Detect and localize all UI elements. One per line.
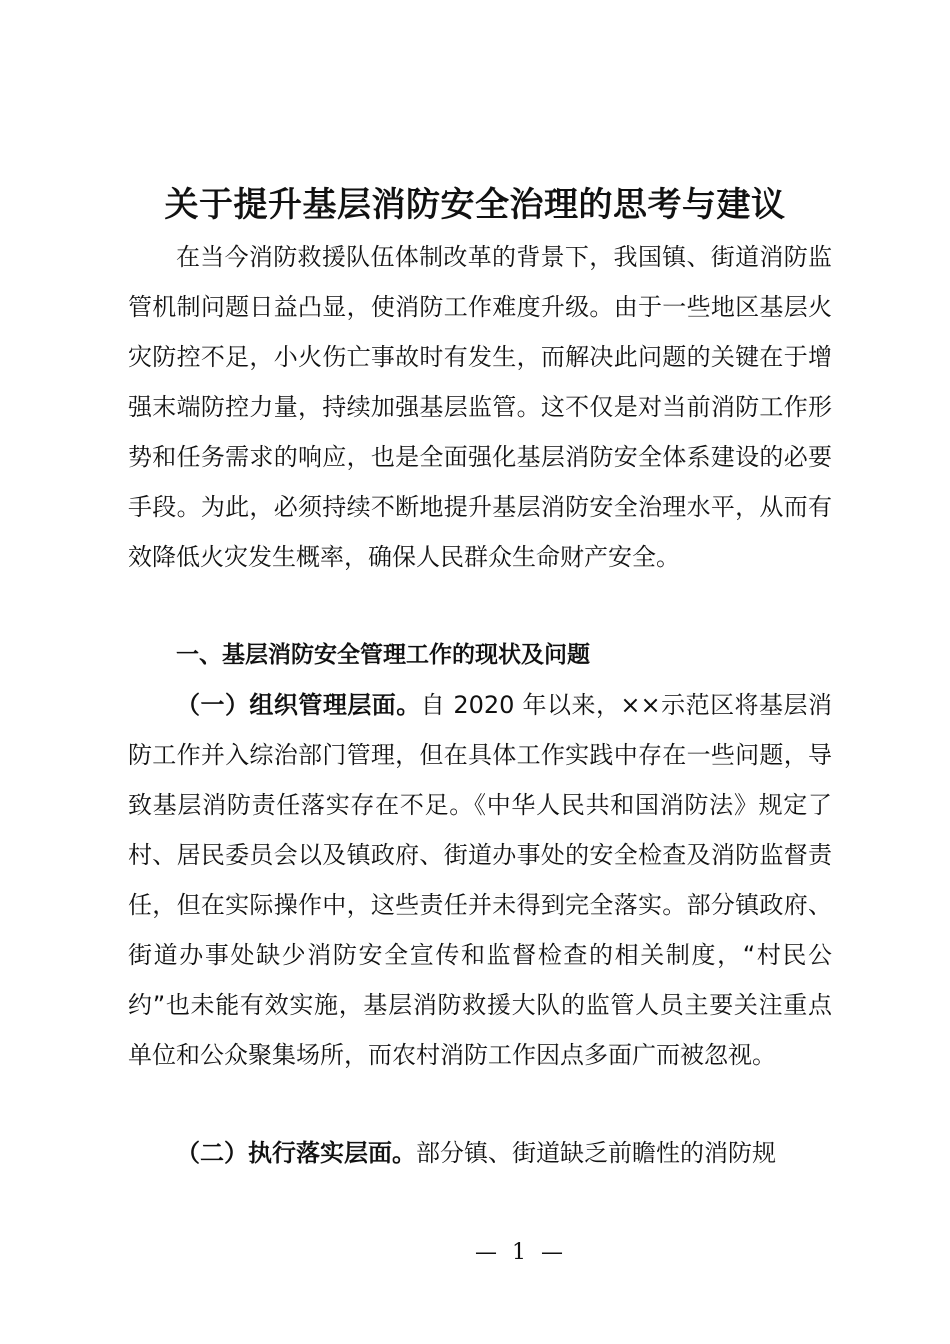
document-title: 关于提升基层消防安全治理的思考与建议 [164,185,786,225]
intro-paragraph-block [128,232,832,582]
subsection-1-text: 自 2020 年以来，××示范区将基层消防工作并入综治部门管理，但在具体工作实践中存在一些问题，导致基层消防责任落实存在不足。《中华人民共和国消防法》规定了村、居民委员会以及镇政府、街道办事处的安全检查及消防监督责任，但在实际操作中，这些责任并未得到完全落实。部分镇政府、街道办事处缺少消防安全宣传和监督检查的相关制度，“村民公约”也未能有效实施，基层消防救援大队的监管人员主要关注重点单位和公众聚集场所，而农村消防工作因点多面广而被忽视。 [128,691,832,1069]
subsection-1-paragraph [128,680,832,1080]
subsection-1-lead: （一）组织管理层面。 [176,691,421,719]
page-number: — 1 — [475,1240,567,1265]
subsection-2-text: 部分镇、街道缺乏前瞻性的消防规 [416,1139,776,1167]
section-1-heading-block [128,630,832,680]
intro-paragraph: 在当今消防救援队伍体制改革的背景下，我国镇、街道消防监管机制问题日益凸显，使消防工作难度升级。由于一些地区基层火灾防控不足，小火伤亡事故时有发生，而解决此问题的关键在于增强末端防控力量，持续加强基层监管。这不仅是对当前消防工作形势和任务需求的响应，也是全面强化基层消防安全体系建设的必要手段。为此，必须持续不断地提升基层消防安全治理水平，从而有效降低火灾发生概率，确保人民群众生命财产安全。 [128,243,832,571]
subsection-1-block [128,680,832,1080]
subsection-2-block [128,1128,832,1178]
section-1-heading: 一、基层消防安全管理工作的现状及问题 [176,642,590,668]
subsection-2-paragraph [128,1128,832,1178]
subsection-2-lead: （二）执行落实层面。 [176,1139,416,1167]
